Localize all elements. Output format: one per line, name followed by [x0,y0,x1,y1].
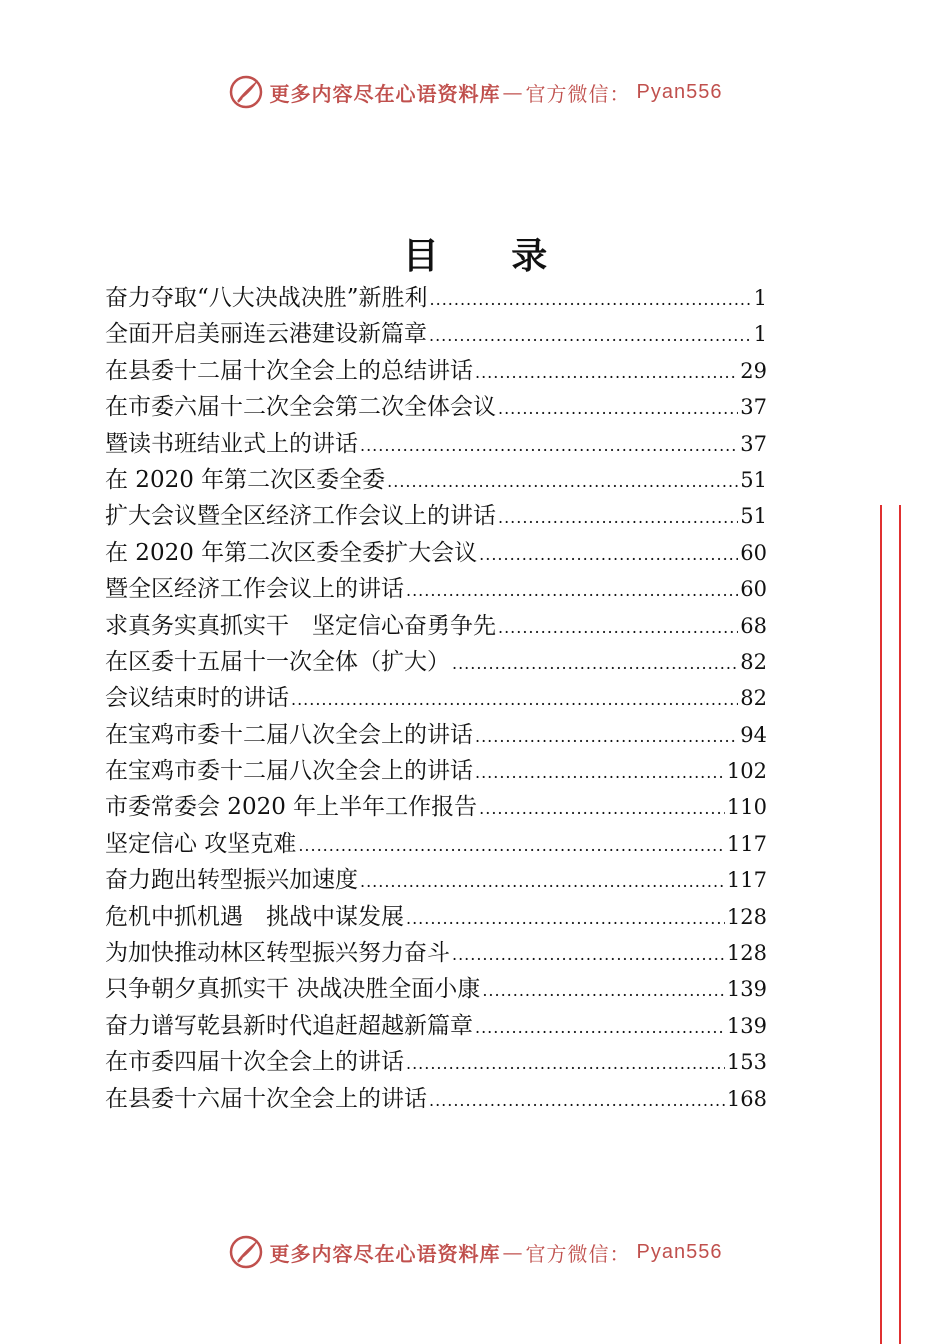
toc-entry-page: 117 [726,831,767,856]
toc-entry[interactable] [105,608,767,644]
toc-dot-leader [498,391,738,427]
toc-entry-page: 82 [740,686,767,711]
toc-entry[interactable] [105,935,767,971]
toc-entry[interactable] [105,680,767,716]
toc-entry-title: 扩大会议暨全区经济工作会议上的讲话 [105,503,496,530]
watermark-brand: 更多内容尽在心语资料库 [269,81,501,106]
toc-entry-title: 为加快推动林区转型振兴努力奋斗 [105,940,450,967]
watermark-separator: — [502,80,524,104]
toc-dot-leader [482,973,725,1009]
toc-entry[interactable] [105,426,767,462]
watermark-wechat-id: Pyan556 [636,1240,723,1263]
toc-entry-page: 139 [726,1013,767,1038]
toc-entry[interactable] [105,389,767,425]
watermark-wechat-label: 官方微信： [525,1241,631,1266]
toc-dot-leader [360,428,738,464]
toc-entry-page: 153 [726,1050,767,1075]
toc-dot-leader [479,791,725,827]
toc-entry-title: 在宝鸡市委十二届八次全会上的讲话 [105,721,473,748]
toc-dot-leader [429,1083,725,1119]
toc-entry[interactable] [105,353,767,389]
toc-entry[interactable] [105,571,767,607]
toc-entry[interactable] [105,1081,767,1117]
toc-dot-leader [298,828,725,864]
margin-line-left [880,505,882,1344]
toc-dot-leader [406,573,738,609]
toc-entry[interactable] [105,789,767,825]
toc-entry-title: 暨读书班结业式上的讲话 [105,430,358,457]
toc-entry-title: 在市委四届十次全会上的讲话 [105,1049,404,1076]
toc-entry-title: 在县委十六届十次全会上的讲话 [105,1085,427,1112]
toc-entry-title: 在 2020 年第二次区委全委 [105,466,386,493]
toc-entry-title: 求真务实真抓实干 坚定信心奋勇争先 [105,612,496,639]
toc-entry-page: 37 [740,395,767,420]
toc-entry[interactable] [105,717,767,753]
toc-entry-title: 奋力谱写乾县新时代追赶超越新篇章 [105,1012,473,1039]
toc-entry-title: 在区委十五届十一次全体（扩大） [105,648,450,675]
toc-entry-title: 暨全区经济工作会议上的讲话 [105,576,404,603]
toc-entry-title: 在县委十二届十次全会上的总结讲话 [105,357,473,384]
toc-entry-page: 128 [726,941,767,966]
quill-pen-icon [228,1234,264,1270]
toc-entry-page: 82 [740,649,767,674]
toc-dot-leader [387,464,738,500]
watermark-wechat-id: Pyan556 [636,80,723,103]
toc-dot-leader [475,1010,725,1046]
toc-entry-title: 在市委六届十二次全会第二次全体会议 [105,394,496,421]
toc-entry[interactable] [105,1044,767,1080]
toc-entry-page: 139 [726,977,767,1002]
toc-dot-leader [429,318,752,354]
toc-entry-page: 1 [753,286,767,310]
toc-entry-title: 市委常委会 2020 年上半年工作报告 [105,794,478,821]
watermark-wechat-label: 官方微信： [525,81,631,106]
toc-entry-page: 168 [726,1086,767,1111]
toc-entry-page: 102 [726,759,767,784]
toc-entry[interactable] [105,280,767,316]
toc-entry[interactable] [105,498,767,534]
toc-dot-leader [406,1046,725,1082]
toc-entry-page: 94 [740,722,767,747]
toc-dot-leader [360,864,725,900]
toc-dot-leader [452,937,725,973]
toc-entry-title: 全面开启美丽连云港建设新篇章 [105,321,427,348]
toc-entry-page: 29 [740,358,767,383]
toc-entry-title: 奋力夺取“八大决战决胜”新胜利 [105,285,428,311]
toc-entry-page: 51 [740,467,767,492]
toc-entry-title: 危机中抓机遇 挑战中谋发展 [105,903,404,930]
toc-entry-title: 会议结束时的讲话 [105,685,289,712]
watermark-brand: 更多内容尽在心语资料库 [269,1241,501,1266]
toc-entry[interactable] [105,971,767,1007]
toc-entry[interactable] [105,899,767,935]
toc-entry-page: 60 [740,577,767,602]
toc-dot-leader [498,500,738,536]
toc-entry-page: 68 [740,613,767,638]
toc-entry[interactable] [105,644,767,680]
toc-entry[interactable] [105,1008,767,1044]
watermark-separator: — [502,1240,524,1264]
toc-dot-leader [430,282,752,318]
toc-entry-page: 60 [740,540,767,565]
watermark-footer [0,1232,950,1272]
toc-entry[interactable] [105,826,767,862]
toc-entry-title: 只争朝夕真抓实干 决战决胜全面小康 [105,976,481,1003]
toc-dot-leader [452,646,738,682]
toc-entry[interactable] [105,535,767,571]
toc-dot-leader [406,901,725,937]
watermark-header [0,72,950,112]
toc-entry-page: 110 [726,795,767,820]
toc-entry-page: 117 [726,868,767,893]
toc-dot-leader [479,537,738,573]
toc-entry-page: 37 [740,431,767,456]
toc-entry-page: 1 [753,322,767,347]
toc-entry-title: 在 2020 年第二次区委全委扩大会议 [105,539,478,566]
toc-list [105,280,767,1117]
toc-dot-leader [475,355,738,391]
toc-dot-leader [475,755,725,791]
toc-entry-title: 奋力跑出转型振兴加速度 [105,867,358,894]
toc-title: 目 录 [402,236,578,277]
toc-dot-leader [498,610,738,646]
toc-dot-leader [475,719,738,755]
quill-pen-icon [228,74,264,110]
toc-entry[interactable] [105,862,767,898]
toc-dot-leader [291,682,738,718]
margin-line-right [899,505,901,1344]
toc-entry[interactable] [105,462,767,498]
toc-entry-title: 在宝鸡市委十二届八次全会上的讲话 [105,758,473,785]
toc-entry[interactable] [105,316,767,352]
toc-entry-title: 坚定信心 攻坚克难 [105,830,297,857]
toc-entry[interactable] [105,753,767,789]
toc-entry-page: 51 [740,504,767,529]
toc-entry-page: 128 [726,904,767,929]
